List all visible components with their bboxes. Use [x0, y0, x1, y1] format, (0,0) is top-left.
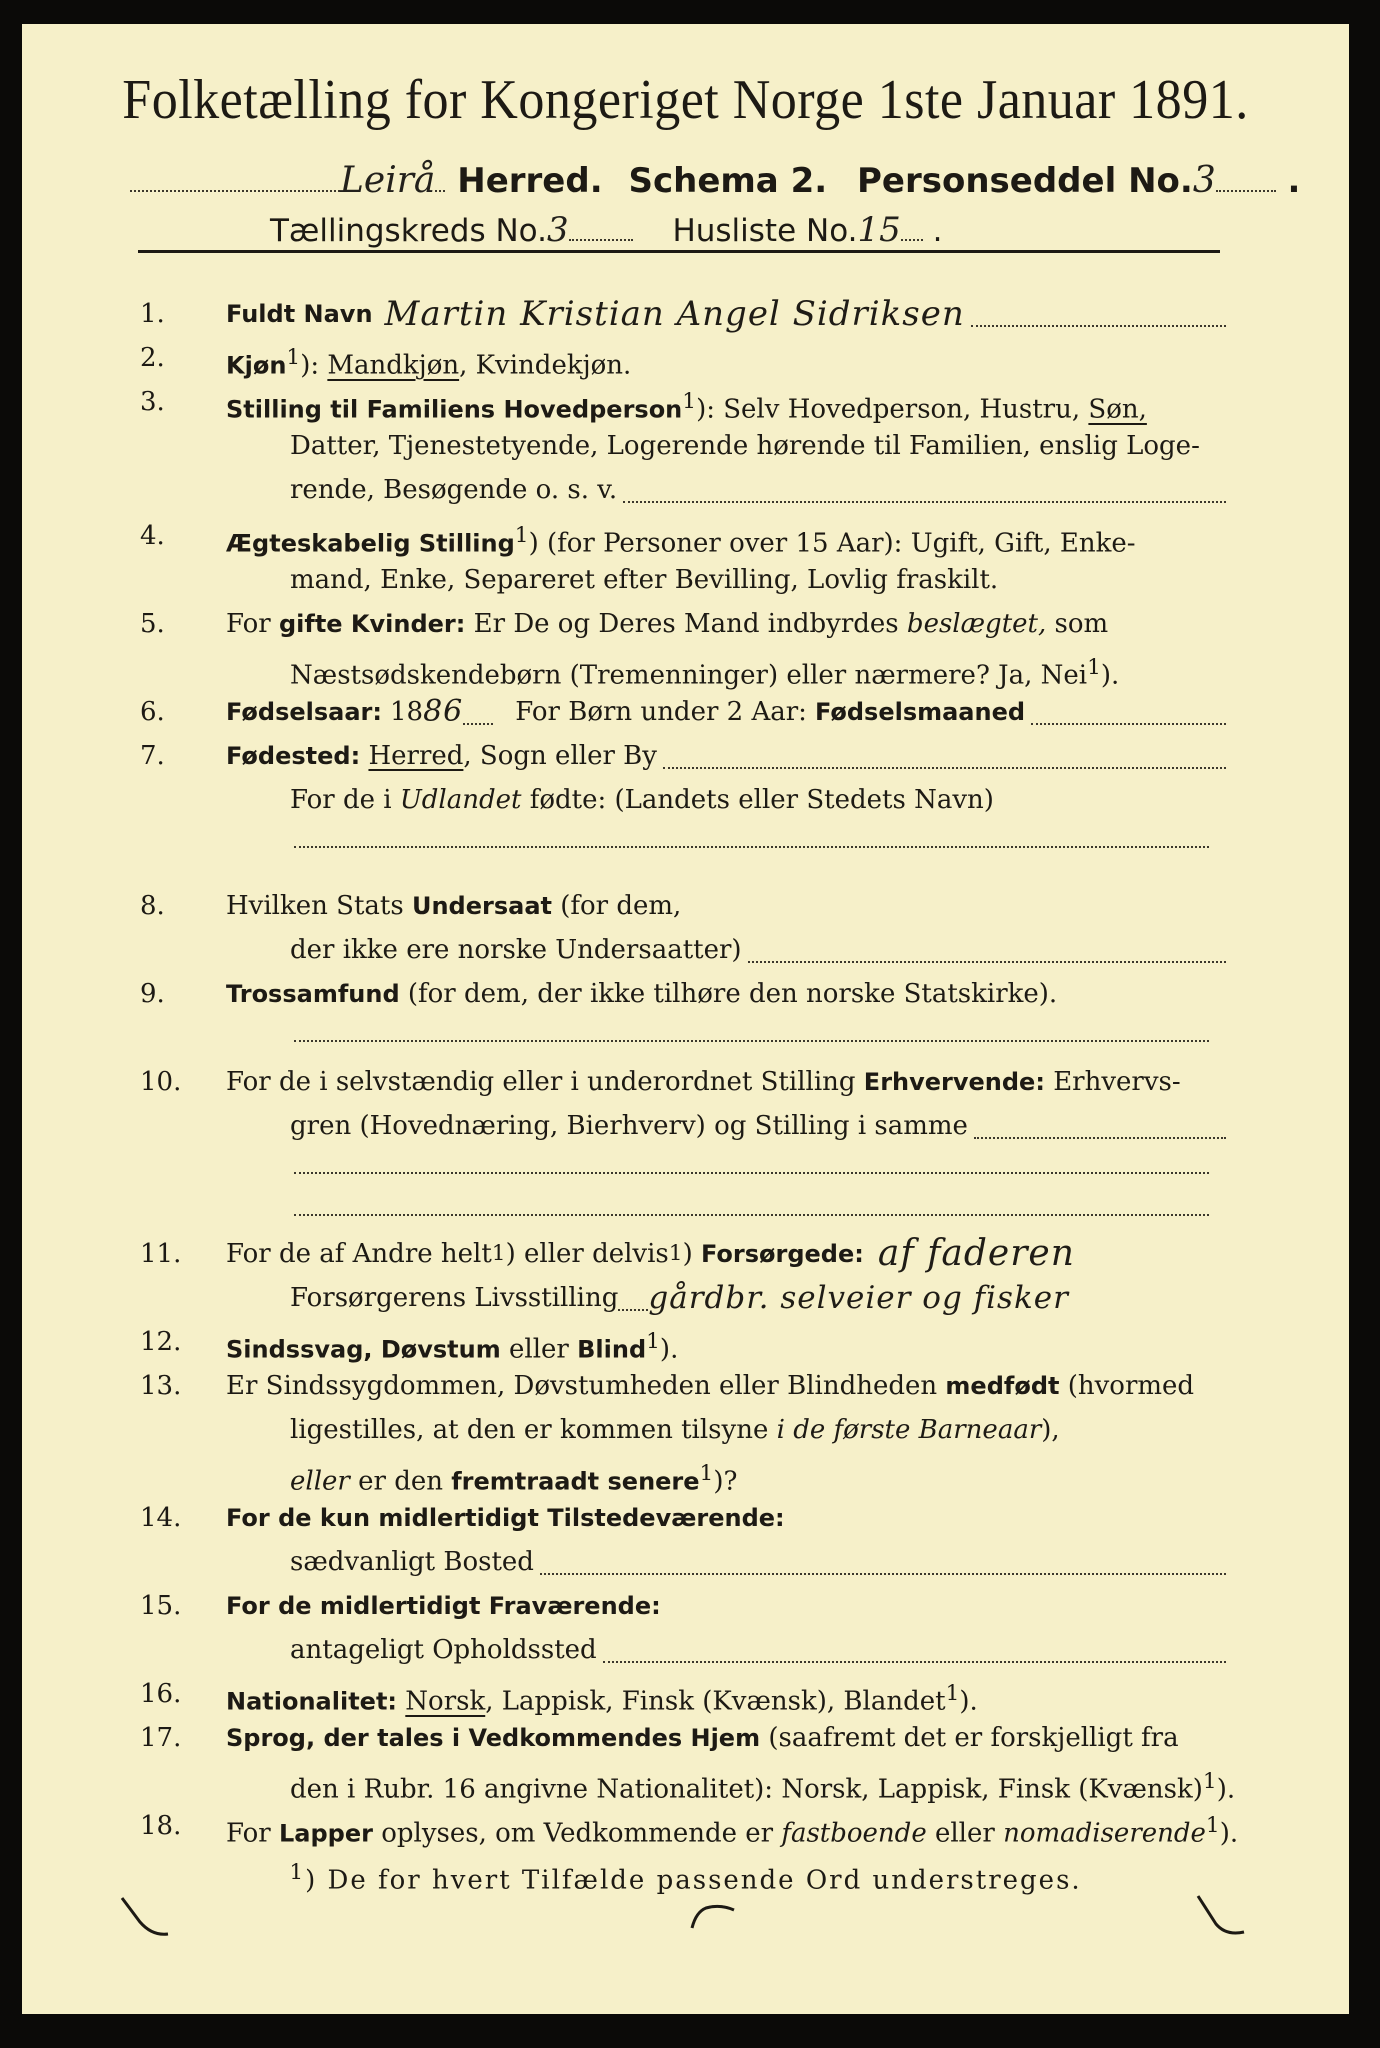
pen-mark-right: [1192, 1892, 1252, 1942]
trossamfund-line: [294, 1040, 1209, 1042]
lapper-label: Lapper: [278, 1819, 373, 1848]
fodselsaar-answer: 86: [423, 694, 464, 729]
sprog-label: Sprog, der tales i Vedkommendes Hjem: [226, 1724, 761, 1752]
personseddel-label: Personseddel No.: [857, 161, 1193, 201]
kreds-label: Tællingskreds No.: [270, 213, 547, 249]
fuldt-navn-answer: Martin Kristian Angel Sidriksen: [384, 294, 965, 334]
pen-mark-center: [682, 1894, 742, 1934]
fodselsmaaned-label: Fødselsmaaned: [814, 698, 1026, 726]
gifte-kvinder-label: gifte Kvinder:: [278, 610, 466, 638]
forsorgede-label: Forsørgede:: [700, 1240, 864, 1268]
herred-label: Herred.: [457, 161, 603, 201]
pen-mark-left: [118, 1892, 178, 1942]
herred-name: Leirå: [340, 160, 436, 201]
herred-line: Leirå Herred. Schema 2. Personseddel No.3 .: [130, 160, 1300, 201]
stilling-label: Stilling til Familiens Hovedperson: [226, 395, 683, 424]
tilstedevaerende-label: For de kun midlertidigt Tilstedeværende:: [226, 1504, 785, 1532]
trossamfund-label: Trossamfund: [226, 980, 400, 1008]
census-form: Folketælling for Kongeriget Norge 1ste Januar 1891. Leirå Herred. Schema 2. Personseddel No.3 . Tællingskreds No.3 Husliste No.15 . 1. Fuldt Navn Martin Kristian Angel Sidriksen 2. Kjøn$^1$): Mandkjøn, Kvindekjøn. 3. Stilling til Familiens Hovedperson$^1$): Selv Hovedperson, Hustru, Søn, Datter, Tjenestetyende, Logerende hørende til Familien, enslig Loge- rende, Besøgende o. s. v. 4. Ægteskabelig Stilling$^1$) (for Personer over 15 Aar): Ugift, Gift, Enke- mand, Enke, Separeret efter Bevilling, Lovlig fraskilt. 5. For gifte Kvinder: Er De og Deres Mand indbyrdes beslægtet, som Næstsødskendebørn (Tremenninger) eller nærmere? Ja, Nei$^1$). 6. Fødselsaar: 18 86 For Børn under 2 Aar: Fødselsmaaned 7. Fødested: Herred , Sogn eller By For de i Udlandet fødte: (Landets eller Stedets Navn) 8. Hvilken Stats Undersaat (for dem, der ikke ere norske Undersaatter) 9. Trossamfund (for dem, der ikke tilhøre den norske Statskirke). 10. For de i selvstændig eller i underordnet Stilling Erhvervende: Erhvervs- gren (Hovednæring, Bierhverv) og Stilling i samme 11. For de af Andre helt 1 ) eller delvis 1 ) Forsørgede: af faderen Forsørgerens Livsstilling gårdbr. selveier og fisker 12. Sindssvag, Døvstum eller Blind$^1$). 13. Er Sindssygdommen, Døvstumheden eller Blindheden medfødt (hvormed ligestilles, at den er kommen tilsyne i de første Barneaar), eller er den fremtraadt senere$^1$)? 14. For de kun midlertidigt Tilstedeværende: sædvanligt Bosted 15. For de midlertidigt Fraværende: antageligt Opholdssted 16. Nationalitet: Norsk, Lappisk, Finsk (Kvænsk), Blandet$^1$). 17. Sprog, der tales i Vedkommendes Hjem (saafremt det er forskjelligt fra den i Rubr. 16 angivne Nationalitet): Norsk, Lappisk, Finsk (Kvænsk)$^1$). 18. For Lapper oplyses, om Vedkommende er fastboende eller nomadiserende$^1$). $^1$) De for hvert Tilfælde passende Ord understreges.: [22, 24, 1349, 2014]
erhverv-line-2: [294, 1214, 1209, 1216]
schema-label: Schema 2.: [628, 161, 828, 201]
fodested-selected: Herred: [368, 741, 464, 771]
kjon-selected: Mandkjøn: [327, 350, 460, 381]
kreds-number: 3: [546, 210, 569, 250]
kreds-line: Tællingskreds No.3 Husliste No.15 .: [270, 210, 943, 250]
header-rule: [138, 250, 1220, 253]
footnote: $^1$) De for hvert Tilfælde passende Ord understreges.: [289, 1860, 1082, 1896]
personseddel-number: 3: [1192, 160, 1216, 201]
husliste-label: Husliste No.: [672, 213, 858, 249]
item-number: 1.: [140, 299, 165, 329]
sindssvag-label: Sindssvag, Døvstum: [226, 1335, 501, 1364]
nationalitet-selected: Norsk: [405, 1686, 486, 1717]
forsorgede-answer: af faderen: [877, 1233, 1075, 1274]
stilling-selected: Søn,: [1088, 394, 1147, 425]
aegteskab-label: Ægteskabelig Stilling: [226, 529, 515, 558]
fodested-udland-line: [294, 846, 1209, 848]
husliste-number: 15: [857, 210, 901, 250]
erhverv-line-1: [294, 1172, 1209, 1174]
kjon-label: Kjøn: [226, 351, 287, 380]
fodested-label: Fødested:: [226, 742, 361, 770]
fuldt-navn-label: Fuldt Navn: [226, 300, 373, 328]
fodselsaar-label: Fødselsaar:: [226, 698, 382, 726]
form-title: Folketælling for Kongeriget Norge 1ste Januar 1891.: [122, 69, 1249, 131]
fravaerende-label: For de midlertidigt Fraværende:: [226, 1592, 661, 1620]
nationalitet-label: Nationalitet:: [226, 1687, 398, 1716]
livsstilling-answer: gårdbr. selveier og fisker: [648, 1280, 1069, 1316]
